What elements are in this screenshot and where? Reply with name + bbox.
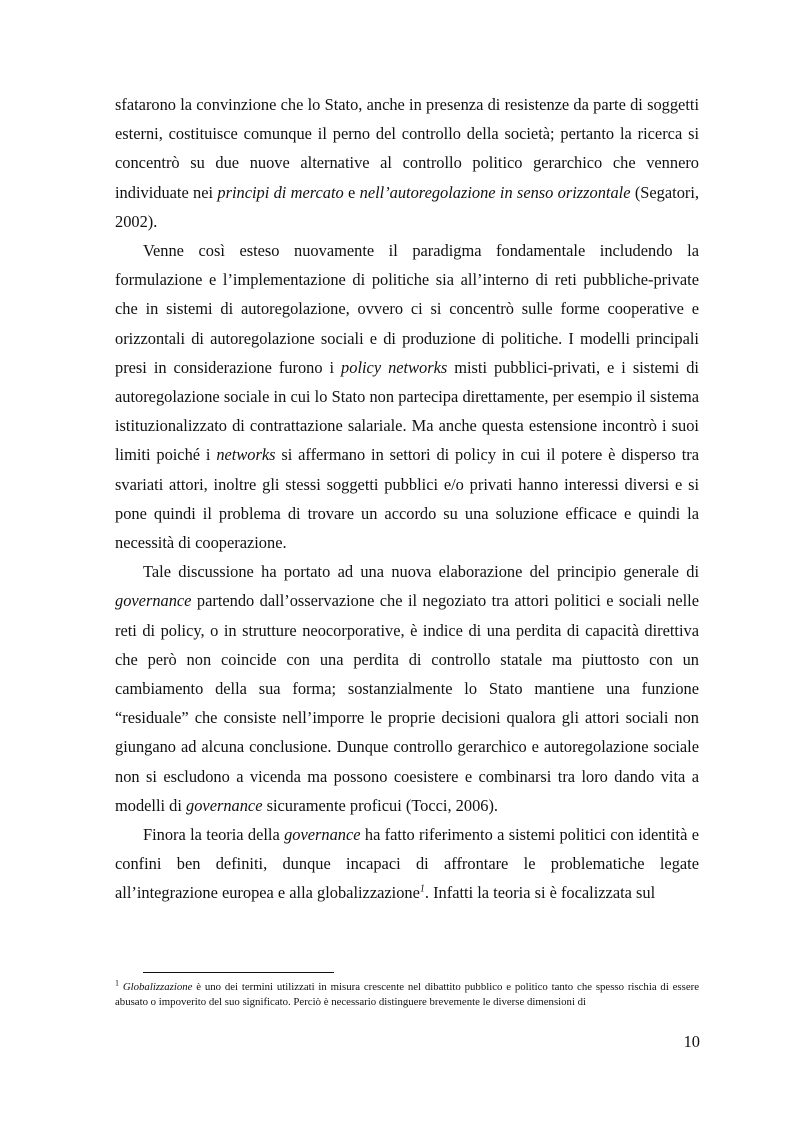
italic-term: principi di mercato <box>217 182 344 202</box>
footnote-italic-term: Globalizzazione <box>122 981 193 993</box>
italic-term: networks <box>216 445 276 465</box>
footnote-mark: 1 <box>115 978 119 988</box>
page-number: 10 <box>683 1032 700 1051</box>
italic-term: governance <box>284 825 361 845</box>
footnote-separator <box>143 972 334 973</box>
italic-term: nell’autoregolazione in senso orizzontale <box>359 182 631 202</box>
italic-term: governance <box>186 795 263 815</box>
italic-term: policy networks <box>341 357 448 377</box>
paragraph-3: Tale discussione ha portato ad una nuova elaborazione del principio generale di governance partendo dall’osservazione che il negoziato tra attori politici e sociali nelle reti di policy, o in strutture neocorporative, è indice di una perdita di capacità direttiva che però non coincide con una perdita di controllo statale ma piuttosto con un cambiamento della sua forma; sostanzialmente lo Stato mantiene una funzione “residuale” che consiste nell’imporre le proprie decisioni qualora gli attori sociali non giungano ad alcuna conclusione. Dunque controllo gerarchico e autoregolazione sociale non si escludono a vicenda ma possono coesistere e combinarsi tra loro dando vita a modelli di governance sicuramente proficui (Tocci, 2006). <box>115 562 699 815</box>
italic-term: governance <box>115 591 192 611</box>
footnote-reference[interactable]: 1 <box>419 884 425 896</box>
paragraph-2: Venne così esteso nuovamente il paradigma fondamentale includendo la formulazione e l’implementazione di politiche sia all’interno di reti pubbliche-private che in sistemi di autoregolazione, ovvero ci si concentrò sulle forme cooperative e orizzontali di autoregolazione sociali e di produzione di politiche. I modelli principali presi in considerazione furono i policy networks misti pubblici-privati, e i sistemi di autoregolazione sociale in cui lo Stato non partecipa direttamente, per esempio il sistema istituzionalizzato di contrattazione salariale. Ma anche questa estensione incontrò i suoi limiti poiché i networks si affermano in settori di policy in cui il potere è disperso tra svariati attori, inoltre gli stessi soggetti pubblici e/o privati hanno interessi diversi e si pone quindi il problema di trovare un accordo su una soluzione efficace e quindi la necessità di cooperazione. <box>115 241 699 553</box>
paragraph-1: sfatarono la convinzione che lo Stato, anche in presenza di resistenze da parte di soggetti esterni, costituisce comunque il perno del controllo della società; pertanto la ricerca si concentrò su due nuove alternative al controllo politico gerarchico che vennero individuate nei principi di mercato e nell’autoregolazione in senso orizzontale (Segatori, 2002). <box>115 95 699 231</box>
paragraph-4: Finora la teoria della governance ha fatto riferimento a sistemi politici con identità e confini ben definiti, dunque incapaci di affrontare le problematiche legate all’integrazione europea e alla globalizzazione$^1$. Infatti la teoria si è focalizzata sul <box>115 825 699 903</box>
page-body <box>115 90 699 908</box>
footnote: $^1$ Globalizzazione è uno dei termini utilizzati in misura crescente nel dibattito pubblico e politico tanto che spesso rischia di essere abusato o impoverito del suo significato. Perciò è necessario distinguere brevemente le diverse dimensioni di <box>115 978 700 1008</box>
